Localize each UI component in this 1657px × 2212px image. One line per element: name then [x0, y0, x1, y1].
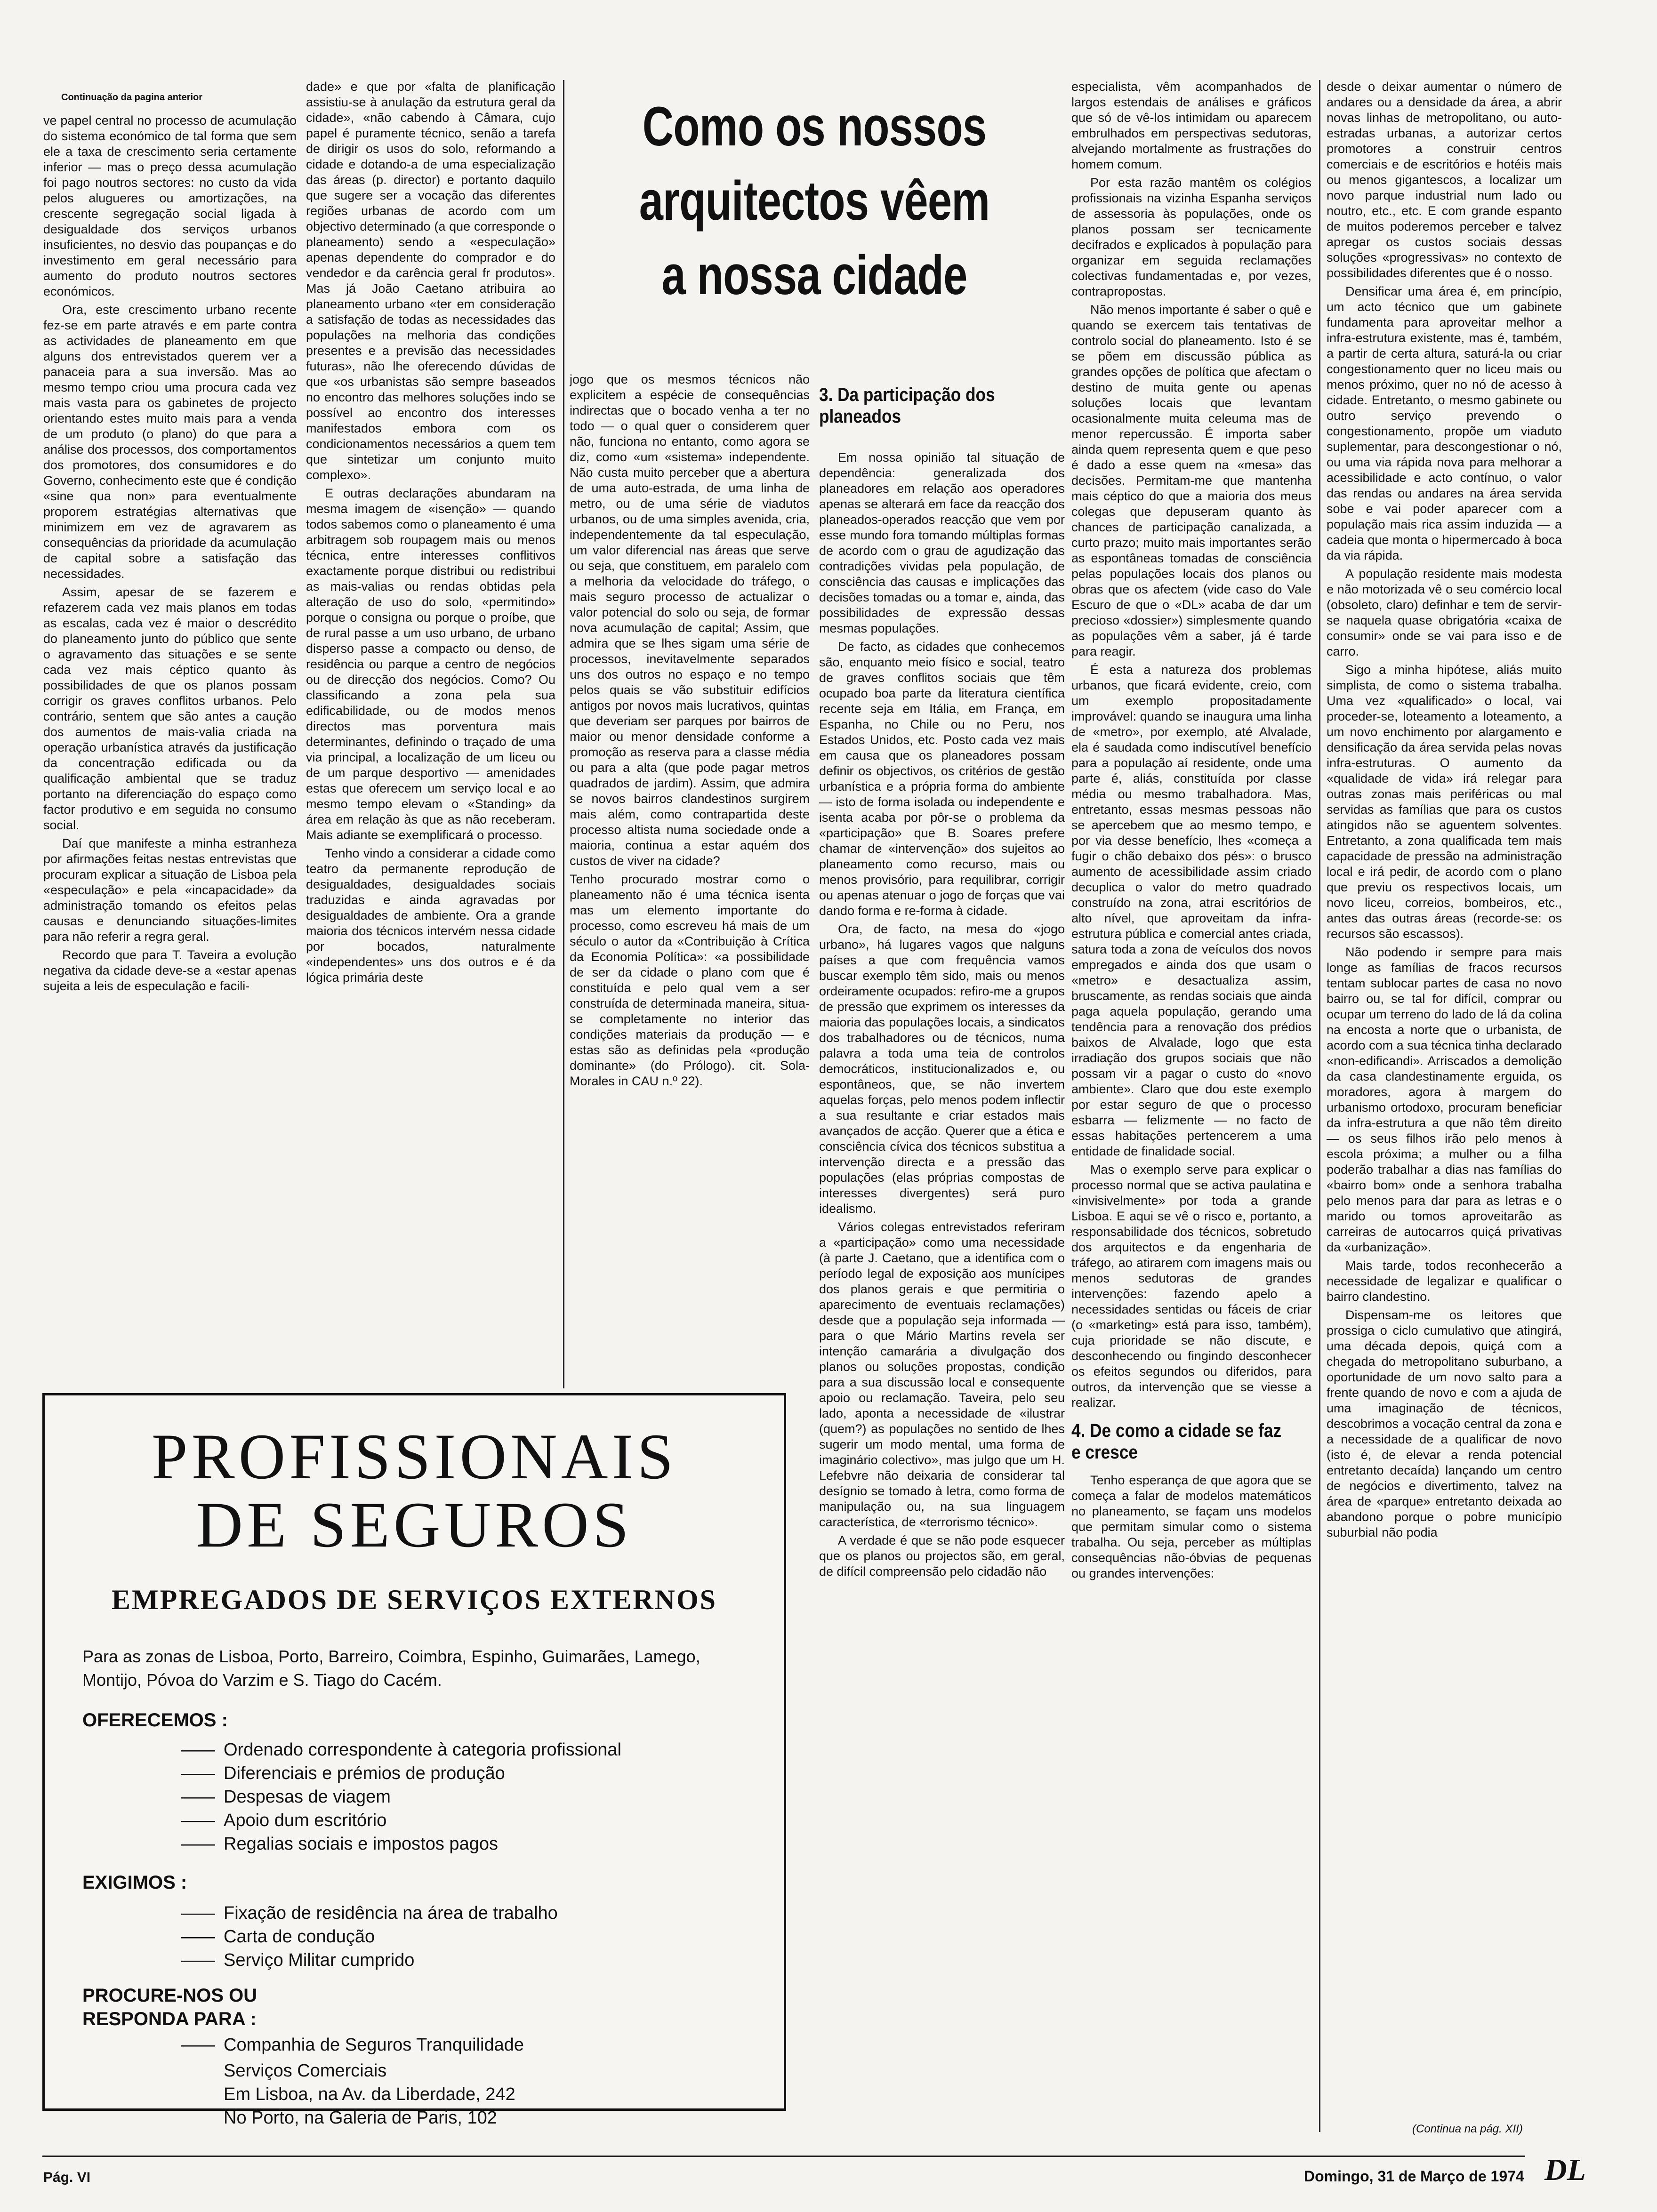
paragraph: De facto, as cidades que conhecemos são, enquanto meio físico e social, teatro de graves conflitos sociais que têm ocupado boa parte da literatura científica recente seja em Itália, em França, em Espanha, no Chile ou no Peru, nos Estados Unidos, etc. Posto cada vez mais em causa que os planeadores possam definir os objectivos, os critérios de gestão urbanística e a própria forma do ambiente — isto de forma isolada ou independente e isenta acaba por pôr-se o problema da «participação» que B. Soares prefere chamar de «intervenção» dos sujeitos ao planeamento como recurso, mais ou menos provisório, para requilibrar, corrigir ou apenas atenuar o jogo de forças que vai dando forma e re-forma à cidade. — [819, 640, 1065, 918]
section-heading: 4. De como a cidade se faz e cresce — [1071, 1420, 1282, 1463]
continued-on-note: (Continua na pág. XII) — [1412, 2123, 1523, 2135]
ad-require-list — [224, 1901, 558, 1972]
paragraph: A população residente mais modesta e não motorizada vê o seu comércio local (obsoleto, claro) definhar e tem de servir-se naquela quase obrigatória «caixa de consumir» onde se vai para isso e de carro. — [1327, 567, 1562, 658]
paragraph: ve papel central no processo de acumulação do sistema económico de tal forma que sem ele a taxa de crescimento seria certamente inferior — mas o preço dessa acumulação foi pago noutros sectores: no custo da vida pelos alugueres ou amortizações, na crescente segregação social ligada à desigualdade dos serviços urbanos insuficientes, no desvio das poupanças e do investimento em geral necessário para aumento do produto noutros sectores económicos. — [43, 113, 297, 298]
headline: Como os nossos arquitectos vêem a nossa cidade — [639, 96, 990, 306]
paragraph: Recordo que para T. Taveira a evolução negativa da cidade deve-se a «estar apenas sujeita a leis de especulação e facili- — [43, 948, 297, 993]
paragraph: Em nossa opinião tal situação de dependência: generalizada dos planeadores em relação aos operadores apenas se alterará em face da reacção dos planeados-operados reacção que vem por esse mundo fora tomando múltiplas formas de acordo com o grau de agudização das contradições vividas pela população, de consciência das causas e implicações das decisões tomadas ou a tomar e, ainda, das possibilidades de expressão dessas mesmas populações. — [819, 450, 1065, 635]
list-item: —— Regalias sociais e impostos pagos — [224, 1832, 621, 1856]
paragraph: Daí que manifeste a minha estranheza por afirmações feitas nestas entrevistas que procuram explicar a situação de Lisboa pela «especulação» e pela «incapacidade» da administração tomando os efeitos pelas causas e denunciando situações-limites para não referir a regra geral. — [43, 836, 297, 944]
paragraph: É esta a natureza dos problemas urbanos, que ficará evidente, creio, com um exemplo propositadamente improvável: quando se inaugura uma linha de «metro», por exemplo, até Alvalade, ela é saudada como indiscutível benefício para a população aí residente, onde uma parte é, aliás, constituída por classe média ou mesmo trabalhadora. Mas, entretanto, essas mesmas pessoas não se apercebem que ao mesmo tempo, e por via desse benefício, lhes «começa a fugir o chão debaixo dos pés»: o brusco aumento de acessibilidade assim criado decuplica o valor do metro quadrado construído na zona, atrai escritórios de alto nível, que aproveitam da infra-estrutura pública e comercial antes criada, satura toda a zona de veículos dos novos empregados e ainda dos que usam o «metro» e desactualiza assim, bruscamente, as rendas sociais que ainda paga aquela população, gerando uma tendência para a renovação dos prédios baixos de Alvalade, logo que esta irradiação dos grupos sociais que não possam vir a pagar o custo do «novo ambiente». Claro que dou este exemplo por estar seguro de que o processo esbarra — felizmente — no facto de essas habitações pertencerem a uma entidade de finalidade social. — [1071, 663, 1311, 1158]
paragraph: Mais tarde, todos reconhecerão a necessidade de legalizar e qualificar o bairro clandestino. — [1327, 1258, 1562, 1304]
paragraph: desde o deixar aumentar o número de andares ou a densidade da área, a abrir novas linhas de metropolitano, ou auto-estradas urbanas, a autorizar certos promotores a construir centros comerciais e de escritórios e hotéis mais ou menos gigantescos, a localizar um novo parque industrial num lado ou noutro, etc., etc. E com grande espanto de muitos poderemos perceber e talvez apregar os custos sociais dessas soluções «progressivas» no contexto de possibilidades diferentes que é o nosso. — [1327, 80, 1562, 280]
issue-date: Domingo, 31 de Março de 1974 — [1304, 2168, 1524, 2185]
section-heading: 3. Da participação dos planeados — [819, 385, 995, 427]
article-column-6 — [1327, 79, 1562, 2117]
ad-offer-list — [224, 1738, 621, 1856]
ad-require-heading: EXIGIMOS : — [82, 1872, 187, 1893]
ad-contact-heading — [82, 1984, 257, 2031]
paragraph: jogo que os mesmos técnicos não explicitem a espécie de consequências indirectas que o bocado venha a ter no todo — o qual quer o considerem quer não, funciona no entanto, como agora se diz, como «um «sistema» independente. Não custa muito perceber que a abertura de uma auto-estrada, de uma linha de metro, ou de uma série de viadutos urbanos, ou de uma simples avenida, cria, independentemente da tal especulação, um valor diferencial nas áreas que serve ou seja, que constituem, em paralelo com a melhoria da velocidade do tráfego, o mais seguro processo de actualizar o valor potencial do solo ou seja, de formar nova acumulação de capital; Assim, que admira que se lhes sigam uma série de processos, inevitavelmente separados uns dos outros no espaço e no tempo pelos quais se vão substituir edifícios antigos por novos mais lucrativos, quintas que deveriam ser parques por bairros de maior ou menor densidade conforme a promoção as reserva para a classe média ou para a alta (que pode pagar metros quadrados de jardim). Assim, que admira se novos bairros clandestinos surgirem mais além, como contrapartida deste processo altista numa sociedade onde a maioria, continua a estar aquém dos custos de viver na cidade? — [570, 372, 810, 868]
paragraph: especialista, vêm acompanhados de largos estendais de análises e gráficos que só de vê-los intimidam ou aparecem embrulhados em perspectivas sedutoras, alvejando mortalmente as frustrações do homem comum. — [1071, 80, 1311, 171]
paragraph: Assim, apesar de se fazerem e refazerem cada vez mais planos em todas as escalas, cada vez é maior o descrédito do planeamento junto do público que sente o agravamento das situações e se sente cada vez mais céptico quanto às possibilidades de que os planos possam corrigir os graves conflitos urbanos. Pelo contrário, sentem que são antes a caução dos aumentos de mais-valia criada na operação urbanística através da justificação da concentração edificada ou da qualificação ambiental que se traduz portanto na diferenciação do espaço como factor produtivo e em seguida no consumo social. — [43, 585, 297, 832]
paragraph: Tenho esperança de que agora que se começa a falar de modelos matemáticos no planeamento, se façam uns modelos que permitam simular como o sistema trabalha. Ou seja, perceber as múltiplas consequências não-óbvias de pequenas ou grandes intervenções: — [1071, 1473, 1311, 1580]
list-item: —— Despesas de viagem — [224, 1785, 621, 1809]
paragraph: Por esta razão mantêm os colégios profissionais na vizinha Espanha serviços de assessoria às populações, onde os planos possam ser tecnicamente decifrados e explicados à população para organizar em seguida reclamações colectivas fundamentadas e, por vezes, contrapropostas. — [1071, 176, 1311, 298]
ad-contact-heading-line-2: RESPONDA PARA : — [82, 2009, 257, 2029]
paragraph: dade» e que por «falta de planificação assistiu-se à anulação da estrutura geral da cidade», «não cabendo à Câmara, cujo papel é puramente técnico, senão a tarefa de dirigir os usos do solo, reformando a cidade e dotando-a de uma especialização das áreas (p. director) e portanto daquilo que sugere ser a vocação das diferentes regiões urbanas de acordo com um objectivo determinado (a que corresponde o planeamento) sendo a «especulação» apenas dependente do comprador e do vendedor e da carência geral fr produtos». Mas já João Caetano atribuira ao planeamento urbano «ter em consideração a satisfação de todas as necessidades das populações na melhoria das condições presentes e a previsão das necessidades futuras», não lhe oferecendo dúvidas de que «os urbanistas são sempre baseados no encontro das melhores soluções indo se possível ao encontro dos interesses manifestados embora com os condicionamentos necessários a quem tem que sintetizar um conjunto muito complexo». — [306, 80, 555, 482]
footer-rule — [42, 2156, 1525, 2157]
ad-intro: Para as zonas de Lisboa, Porto, Barreiro, Coimbra, Espinho, Guimarães, Lamego, Montijo, Póvoa do Varzim e S. Tiago do Cacém. — [82, 1647, 700, 1690]
ad-contact-heading-line-1: PROCURE-NOS OU — [82, 1985, 257, 2006]
ad-contact-line: Em Lisboa, na Av. da Liberdade, 242 — [224, 2084, 515, 2104]
paragraph: Tenho procurado mostrar como o planeamento não é uma técnica isenta mas um elemento importante do processo, como escreveu há mais de um século o autor da «Contribuição à Crítica da Economia Política»: «a possibilidade de ser da cidade o plano com que é constituída e pelo qual vem a ser construída de determinada maneira, situa-se completamente no interior das condições materiais da produção — e estas são as definidas pela «produção dominante» (do Prólogo). cit. Sola-Morales in CAU n.º 22). — [570, 872, 810, 1088]
ad-title-line-2: DE SEGUROS — [196, 1489, 633, 1561]
article-column-4 — [819, 380, 1065, 2131]
ad-title-line-1: PROFISSIONAIS — [151, 1420, 677, 1492]
article-column-2 — [306, 79, 555, 1384]
list-item: —— Serviço Militar cumprido — [224, 1948, 558, 1972]
ad-contact-line: Serviços Comerciais — [224, 2061, 387, 2081]
article-column-5 — [1071, 79, 1311, 2131]
paragraph: Dispensam-me os leitores que prossiga o ciclo cumulativo que atingirá, uma década depois, quiçá com a chegada do metropolitano suburbano, a oportunidade de um novo salto para a frente quando de novo e com a ajuda de uma imaginação de técnicos, descobrimos a vocação central da zona e a necessidade de a qualificar de novo (isto é, de elevar a renda potencial entretanto decaída) lançando um centro de negócios e divertimento, talvez na área de «parque» entretanto deixada ao abandono porque o pobre município suburbial não podia — [1327, 1308, 1562, 1539]
article-column-1 — [43, 113, 297, 1384]
paragraph: Ora, este crescimento urbano recente fez-se em parte através e em parte contra as actividades de planeamento em que alguns dos entrevistados querem ver a panaceia para a sua inversão. Mas ao mesmo tempo criou uma procura cada vez mais vasta para os gabinetes de projecto orientando estes muito mais para a venda de um produto (o plano) do que para a análise dos processos, dos comportamentos dos promotores, dos consumidores e do Governo, conhecimento este que é condição «sine qua non» para eventualmente proporem estratégias alternativas que minimizem em vez de agravarem as consequências da prioridade da acumulação de capital sobre a satisfação das necessidades. — [43, 303, 297, 581]
ad-contact-lines — [224, 2059, 515, 2130]
paragraph: Não menos importante é saber o quê e quando se exercem tais tentativas de controlo social do planeamento. Isto é se se põem em discussão pública as grandes opções de política que afectam o destino de muita gente ou apenas soluções locais que levantam ocasionalmente muita celeuma mas de menor repercussão. É importa saber ainda quem representa quem e que peso é dado a esse quem na «mesa» das decisões. Permitam-me que mantenha mais céptico do que a maioria dos meus colegas que depuseram quanto às chances de participação canalizada, a curto prazo; muito mais importantes serão as espontâneas tomadas de consciência pelas populações locais dos planos ou obras que os afectem (vide caso do Vale Escuro de que o «DL» acaba de dar um precioso «dossier») simplesmente quando as populações vêm a saber, já é tarde para reagir. — [1071, 303, 1311, 658]
list-item: —— Companhia de Seguros Tranquilidade — [224, 2033, 524, 2057]
column-rule — [563, 80, 564, 1388]
ad-contact-line: No Porto, na Galeria de Paris, 102 — [224, 2108, 497, 2128]
logo-text: DL — [1544, 2153, 1586, 2187]
column-rule — [1319, 80, 1320, 2132]
list-item: —— Diferenciais e prémios de produção — [224, 1762, 621, 1785]
ad-contact-company — [224, 2033, 524, 2057]
page-number: Pág. VI — [43, 2170, 91, 2185]
list-item: —— Ordenado correspondente à categoria profissional — [224, 1738, 621, 1762]
paragraph: Mas o exemplo serve para explicar o processo normal que se activa paulatina e «invisivelmente» por toda a grande Lisboa. E aqui se vê o risco e, portanto, a responsabilidade dos técnicos, sobretudo dos arquitectos e da engenharia de tráfego, ao atirarem com imagens mais ou menos sedutoras de grandes intervenções: fazendo apelo a necessidades sentidas ou fáceis de criar (o «marketing» está para isso, também), cuja prioridade se não discute, e desconhecendo ou fingindo desconhecer os efeitos segundos ou diferidos, para outros, da intervenção que se viesse a realizar. — [1071, 1162, 1311, 1410]
paragraph: Densificar uma área é, em princípio, um acto técnico que um gabinete fundamenta para aproveitar melhor a infra-estrutura existente, mas é, também, a partir de certa altura, saturá-la ou criar congestionamento quer no liceu mais ou menos próximo, quer no nó de acesso à cidade. Entretanto, o mesmo gabinete ou outro serviço prevendo o congestionamento, propõe um viaduto suplementar, para descongestionar o nó, ou uma via rápida nova para melhorar a acessibilidade e acto contínuo, o valor das rendas ou andares na área servida sobe e vai poder aparecer com a população mais rica assim induzida — a cadeia que monta o hipermercado à boca da via rápida. — [1327, 284, 1562, 562]
paragraph: Não podendo ir sempre para mais longe as famílias de fracos recursos tentam sublocar partes de casa no novo bairro ou, se tal for difícil, comprar ou ocupar um terreno do lado de lá da colina na encosta a norte que o urbanista, de acordo com a sua técnica tinha declarado «non-edificandi». Arriscados a demolição da casa clandestinamente erguida, os moradores, agora à margem do urbanismo ortodoxo, procuram beneficiar da infra-estrutura a que não têm direito — os seus filhos irão pelo menos à escola próxima; a mulher ou a filha poderão trabalhar a dias nas famílias do «bairro bom» onde a senhora trabalha pelo menos para dar para as letras e o marido ou tomos aproveitarão as carreiras de autocarros quiçá privativas da «urbanização». — [1327, 945, 1562, 1254]
paragraph: Tenho vindo a considerar a cidade como teatro da permanente reprodução de desigualdades, desigualdades sociais traduzidas e ainda agravadas por desigualdades de ambiente. Ora a grande maioria dos técnicos intervém nessa cidade por bocados, naturalmente «independentes» uns dos outros e é da lógica primária deste — [306, 846, 555, 985]
insurance-advertisement — [42, 1393, 786, 2128]
paragraph: Ora, de facto, na mesa do «jogo urbano», há lugares vagos que nalguns países a que com frequência vamos buscar exemplo têm sido, mais ou menos ordeiramente ocupados: refiro-me a grupos de pressão que exprimem os interesses da maioria das populações locais, a sindicatos dos trabalhadores ou de técnicos, numa palavra a toda uma teia de controlos democráticos, institucionalizados e, ou espontâneos, que, se não invertem aquelas forças, pelo menos podem inflectir a sua resultante e criar estados mais avançados de acção. Querer que a ética e consciência cívica dos técnicos substitua a intervenção directa e a pressão das populações (elas próprias compostas de interesses divergentes) será puro idealismo. — [819, 922, 1065, 1216]
ad-subtitle: EMPREGADOS DE SERVIÇOS EXTERNOS — [111, 1584, 717, 1615]
ad-offer-heading: OFERECEMOS : — [82, 1710, 228, 1731]
paragraph: Sigo a minha hipótese, aliás muito simplista, de como o sistema trabalha. Uma vez «qualificado» o local, vai proceder-se, loteamento a loteamento, a um novo enchimento por alargamento e densificação da área servida pelas novas infra-estruturas. O aumento da «qualidade de vida» irá relegar para outras zonas mais periféricas ou mal servidas as famílias que para os custos atingidos não se aguentem solventes. Entretanto, a zona qualificada tem mais capacidade de pressão na administração local e irá pedir, de acordo com o plano que previu os respectivos locais, um novo liceu, correios, bombeiros, etc., antes das outras áreas (recorde-se: os recursos são escassos). — [1327, 663, 1562, 941]
list-item: —— Apoio dum escritório — [224, 1809, 621, 1832]
list-item: —— Carta de condução — [224, 1925, 558, 1948]
paragraph: Vários colegas entrevistados referiram a «participação» como uma necessidade (à parte J. Caetano, que a identifica com o período legal de exposição aos munícipes dos planos gerais e que permitiria o aparecimento de eventuais reclamações) desde que a população seja informada — para o que Mário Martins revela ser intenção camarária a divulgação dos planos ou soluções propostas, condição para a sua discussão local e consequente apoio ou reclamação. Taveira, pelo seu lado, aponta a necessidade de «ilustrar (quem?) as populações no sentido de lhes sugerir um modo mental, uma forma de imaginário colectivo», mas julgo que um H. Lefebvre não deixaria de considerar tal desígnio se tomado à letra, como forma de manipulação ou, na sua linguagem característica, de «terrorismo técnico». — [819, 1220, 1065, 1529]
paragraph: A verdade é que se não pode esquecer que os planos ou projectos são, em geral, de difícil compreensão pelo cidadão não — [819, 1533, 1065, 1579]
article-column-3 — [570, 372, 810, 1384]
list-item: —— Fixação de residência na área de trabalho — [224, 1901, 558, 1925]
paragraph: E outras declarações abundaram na mesma imagem de «isenção» — quando todos sabemos como o planeamento é uma arbitragem sob roupagem mais ou menos técnica, entre interesses conflitivos exactamente porque distribui ou redistribui as mais-valias ou rendas obtidas pela alteração de uso do solo, «permitindo» porque o consigna ou porque o proíbe, que de rural passe a um uso urbano, de urbano disperso passe a compacto ou denso, de residência ou parque a centro de negócios ou de direcção dos negócios. Como? Ou classificando a zona pela sua edificabilidade, ou de modos menos directos mas porventura mais determinantes, definindo o traçado de uma via principal, a localização de um liceu ou de um parque desportivo — amenidades estas que oferecem um serviço local e ao mesmo tempo elevam o «Standing» da área em relação às que as não receberam. Mais adiante se exemplificará o processo. — [306, 486, 555, 842]
dl-logo — [1530, 2151, 1601, 2188]
continuation-note: Continuação da pagina anterior — [61, 92, 203, 103]
